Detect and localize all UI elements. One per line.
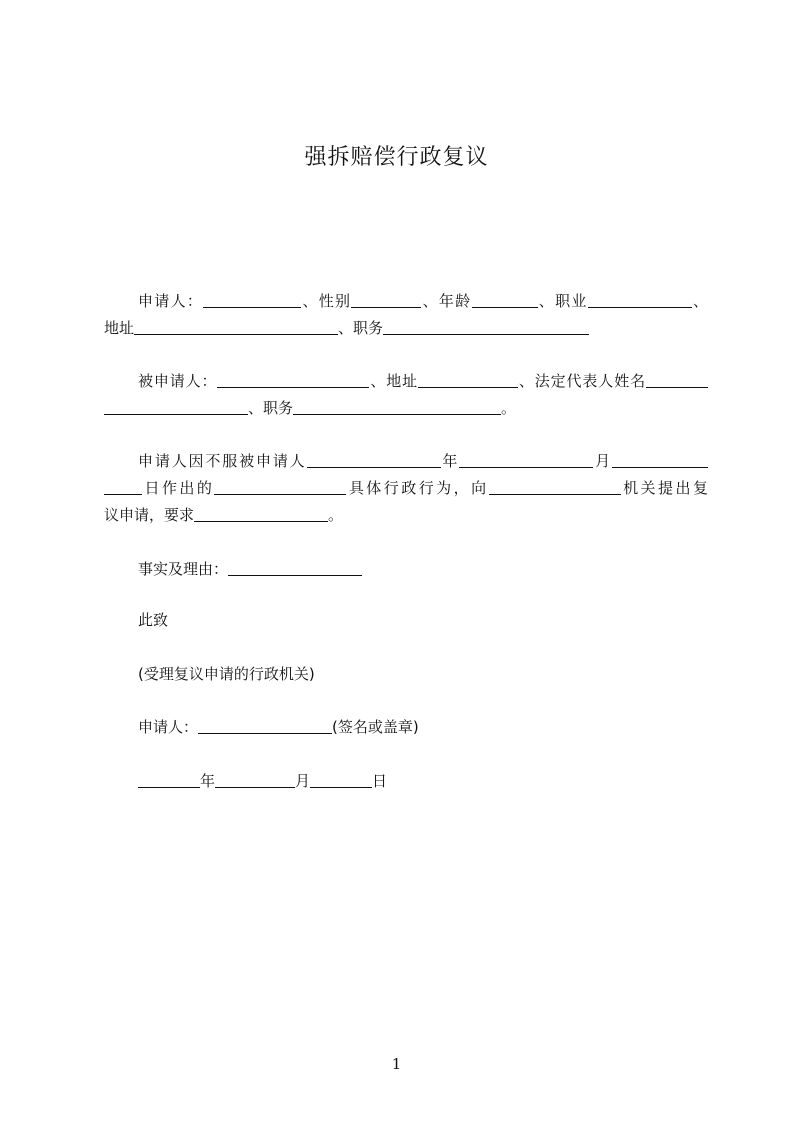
respondent-position-label: 、职务 — [248, 399, 294, 417]
address-blank[interactable] — [134, 318, 338, 335]
legal-rep-blank-cont[interactable] — [104, 398, 248, 415]
act-label: 具体行政行为，向 — [346, 479, 489, 497]
request-end: 。 — [328, 506, 344, 524]
date-day-blank[interactable] — [310, 771, 372, 788]
respondent-paragraph — [104, 368, 708, 422]
date-year-label: 年 — [200, 772, 216, 790]
request-paragraph — [104, 448, 708, 529]
applicant-paragraph — [104, 288, 708, 342]
request-line-1 — [104, 448, 708, 475]
applicant-line-2 — [104, 315, 708, 342]
respondent-label: 被申请人： — [138, 372, 218, 390]
address-label: 地址 — [104, 319, 135, 337]
date-day-label: 日 — [372, 772, 388, 790]
request-line-2 — [104, 475, 708, 502]
year-label: 年 — [440, 452, 460, 470]
date-month-label: 月 — [295, 772, 311, 790]
signature-note: (签名或盖章) — [332, 718, 419, 736]
facts-line — [104, 556, 708, 583]
facts-label: 事实及理由： — [138, 560, 229, 578]
legal-rep-blank[interactable] — [646, 371, 708, 388]
signature-paragraph — [104, 714, 708, 741]
applicant-label: 申请人： — [138, 292, 204, 310]
day-blank[interactable] — [104, 478, 142, 495]
date-month-blank[interactable] — [215, 771, 295, 788]
respondent-address-blank[interactable] — [418, 371, 518, 388]
request-respondent-blank[interactable] — [307, 451, 441, 468]
occupation-label: 、职业 — [537, 292, 588, 310]
gender-blank[interactable] — [351, 291, 421, 308]
respondent-position-blank[interactable] — [293, 398, 501, 415]
signature-label: 申请人： — [138, 718, 199, 736]
respondent-line-2 — [104, 395, 708, 422]
respondent-end: 。 — [501, 399, 517, 417]
position-label: 、职务 — [338, 319, 384, 337]
year-blank[interactable] — [459, 451, 593, 468]
request-start: 申请人因不服被申请人 — [138, 452, 307, 470]
applicant-line-1 — [104, 288, 708, 315]
applicant-name-blank[interactable] — [203, 291, 301, 308]
facts-blank[interactable] — [228, 559, 362, 576]
month-label: 月 — [593, 452, 612, 470]
closing-organ — [104, 661, 708, 688]
organ-blank[interactable] — [489, 478, 621, 495]
position-blank[interactable] — [383, 318, 589, 335]
request-line-3 — [104, 502, 708, 529]
respondent-address-label: 、地址 — [369, 372, 418, 390]
act-blank[interactable] — [214, 478, 346, 495]
legal-rep-label: 、法定代表人姓名 — [517, 372, 646, 390]
respondent-name-blank[interactable] — [217, 371, 369, 388]
facts-paragraph — [104, 556, 708, 583]
closing-to-text: 此致 — [138, 611, 169, 629]
request-cont: 议申请，要求 — [104, 506, 195, 524]
month-blank[interactable] — [612, 451, 708, 468]
page-number: 1 — [391, 1055, 402, 1073]
signature-blank[interactable] — [198, 717, 332, 734]
age-blank[interactable] — [472, 291, 538, 308]
signature-line — [104, 714, 708, 741]
day-made-label: 日作出的 — [142, 479, 215, 497]
date-year-blank[interactable] — [138, 771, 200, 788]
date-line — [104, 768, 708, 795]
age-label: 、年龄 — [421, 292, 472, 310]
organ-label: 机关提出复 — [620, 479, 708, 497]
gender-label: 、性别 — [301, 292, 352, 310]
document-title: 强拆赔偿行政复议 — [304, 145, 489, 170]
closing-to — [104, 607, 708, 634]
respondent-line-1 — [104, 368, 708, 395]
request-demand-blank[interactable] — [194, 505, 328, 522]
date-paragraph — [104, 768, 708, 795]
occupation-blank[interactable] — [588, 291, 692, 308]
separator: 、 — [691, 292, 708, 310]
closing-organ-text: (受理复议申请的行政机关) — [138, 665, 315, 683]
